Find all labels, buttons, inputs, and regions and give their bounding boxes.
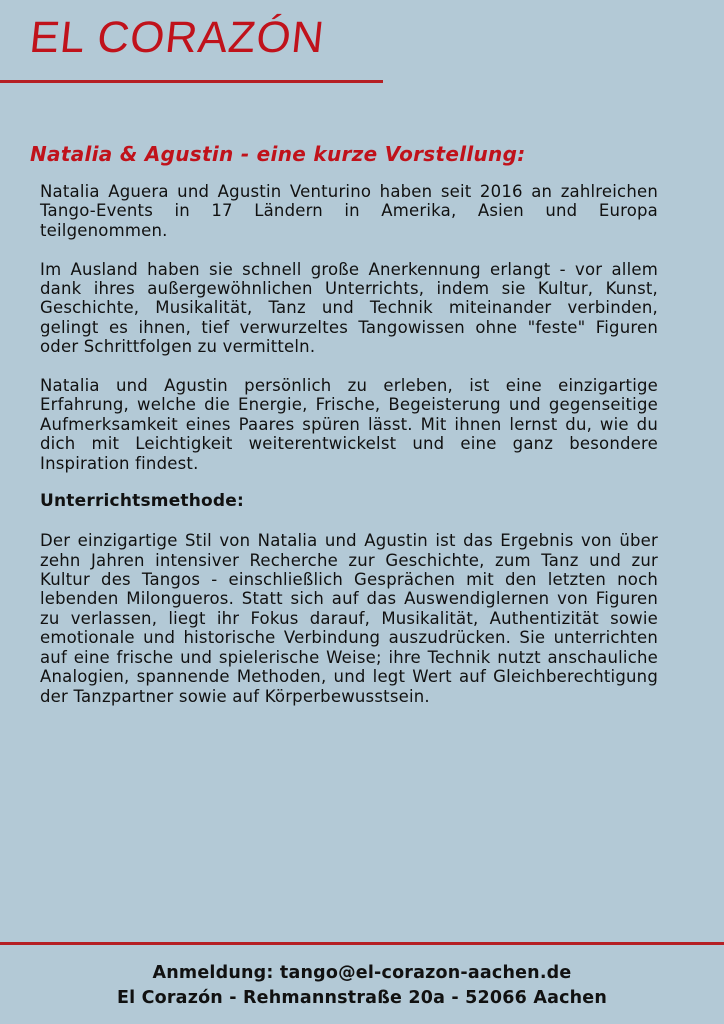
experience-paragraph: Natalia und Agustin persönlich zu erleben, ist eine einzigartige Erfahrung, welche die Energie, Frische, Begeisterung und gegenseitige Aufmerksamkeit eines Paares spüren lässt. Mit ihnen lernst du, wie du dich mit Leichtigkeit weiterentwickelst und eine ganz besondere Inspiration findest. [40,376,658,473]
recognition-paragraph: Im Ausland haben sie schnell große Anerkennung erlangt - vor allem dank ihres außergewöhnlichen Unterrichts, indem sie Kultur, Kunst, Geschichte, Musikalität, Tanz und Technik miteinander verbinden, gelingt es ihnen, tief verwurzeltes Tangowissen ohne "feste" Figuren oder Schrittfolgen zu vermitteln. [40,259,658,357]
brand-logo-text: EL CORAZÓN [27,13,328,62]
header-divider [0,80,383,83]
method-subheading: Unterrichtsmethode: [40,491,245,512]
address-line: El Corazón - Rehmannstraße 20a - 52066 Aachen [116,988,608,1008]
registration-line: Anmeldung: tango@el-corazon-aachen.de [152,963,572,983]
article-body [40,182,658,706]
method-paragraph: Der einzigartige Stil von Natalia und Agustin ist das Ergebnis von über zehn Jahren intensiver Recherche zur Geschichte, zum Tanz und zur Kultur des Tangos - einschließlich Gesprächen mit den letzten noch lebenden Milongueros. Statt sich auf das Auswendiglernen von Figuren zu verlassen, liegt ihr Fokus darauf, Musikalität, Authentizität sowie emotionale und historische Verbindung auszudrücken. Sie unterrichten auf eine frische und spielerische Weise; ihre Technik nutzt anschauliche Analogien, spannende Methoden, und legt Wert auf Gleichberechtigung der Tanzpartner sowie auf Körperbewusstsein. [40,531,658,706]
intro-paragraph: Natalia Aguera und Agustin Venturino haben seit 2016 an zahlreichen Tango-Events in 17 Ländern in Amerika, Asien und Europa teilgenommen. [40,182,658,240]
page-heading: Natalia & Agustin - eine kurze Vorstellung: [30,142,526,166]
footer-divider [0,942,724,945]
footer [0,961,724,1011]
